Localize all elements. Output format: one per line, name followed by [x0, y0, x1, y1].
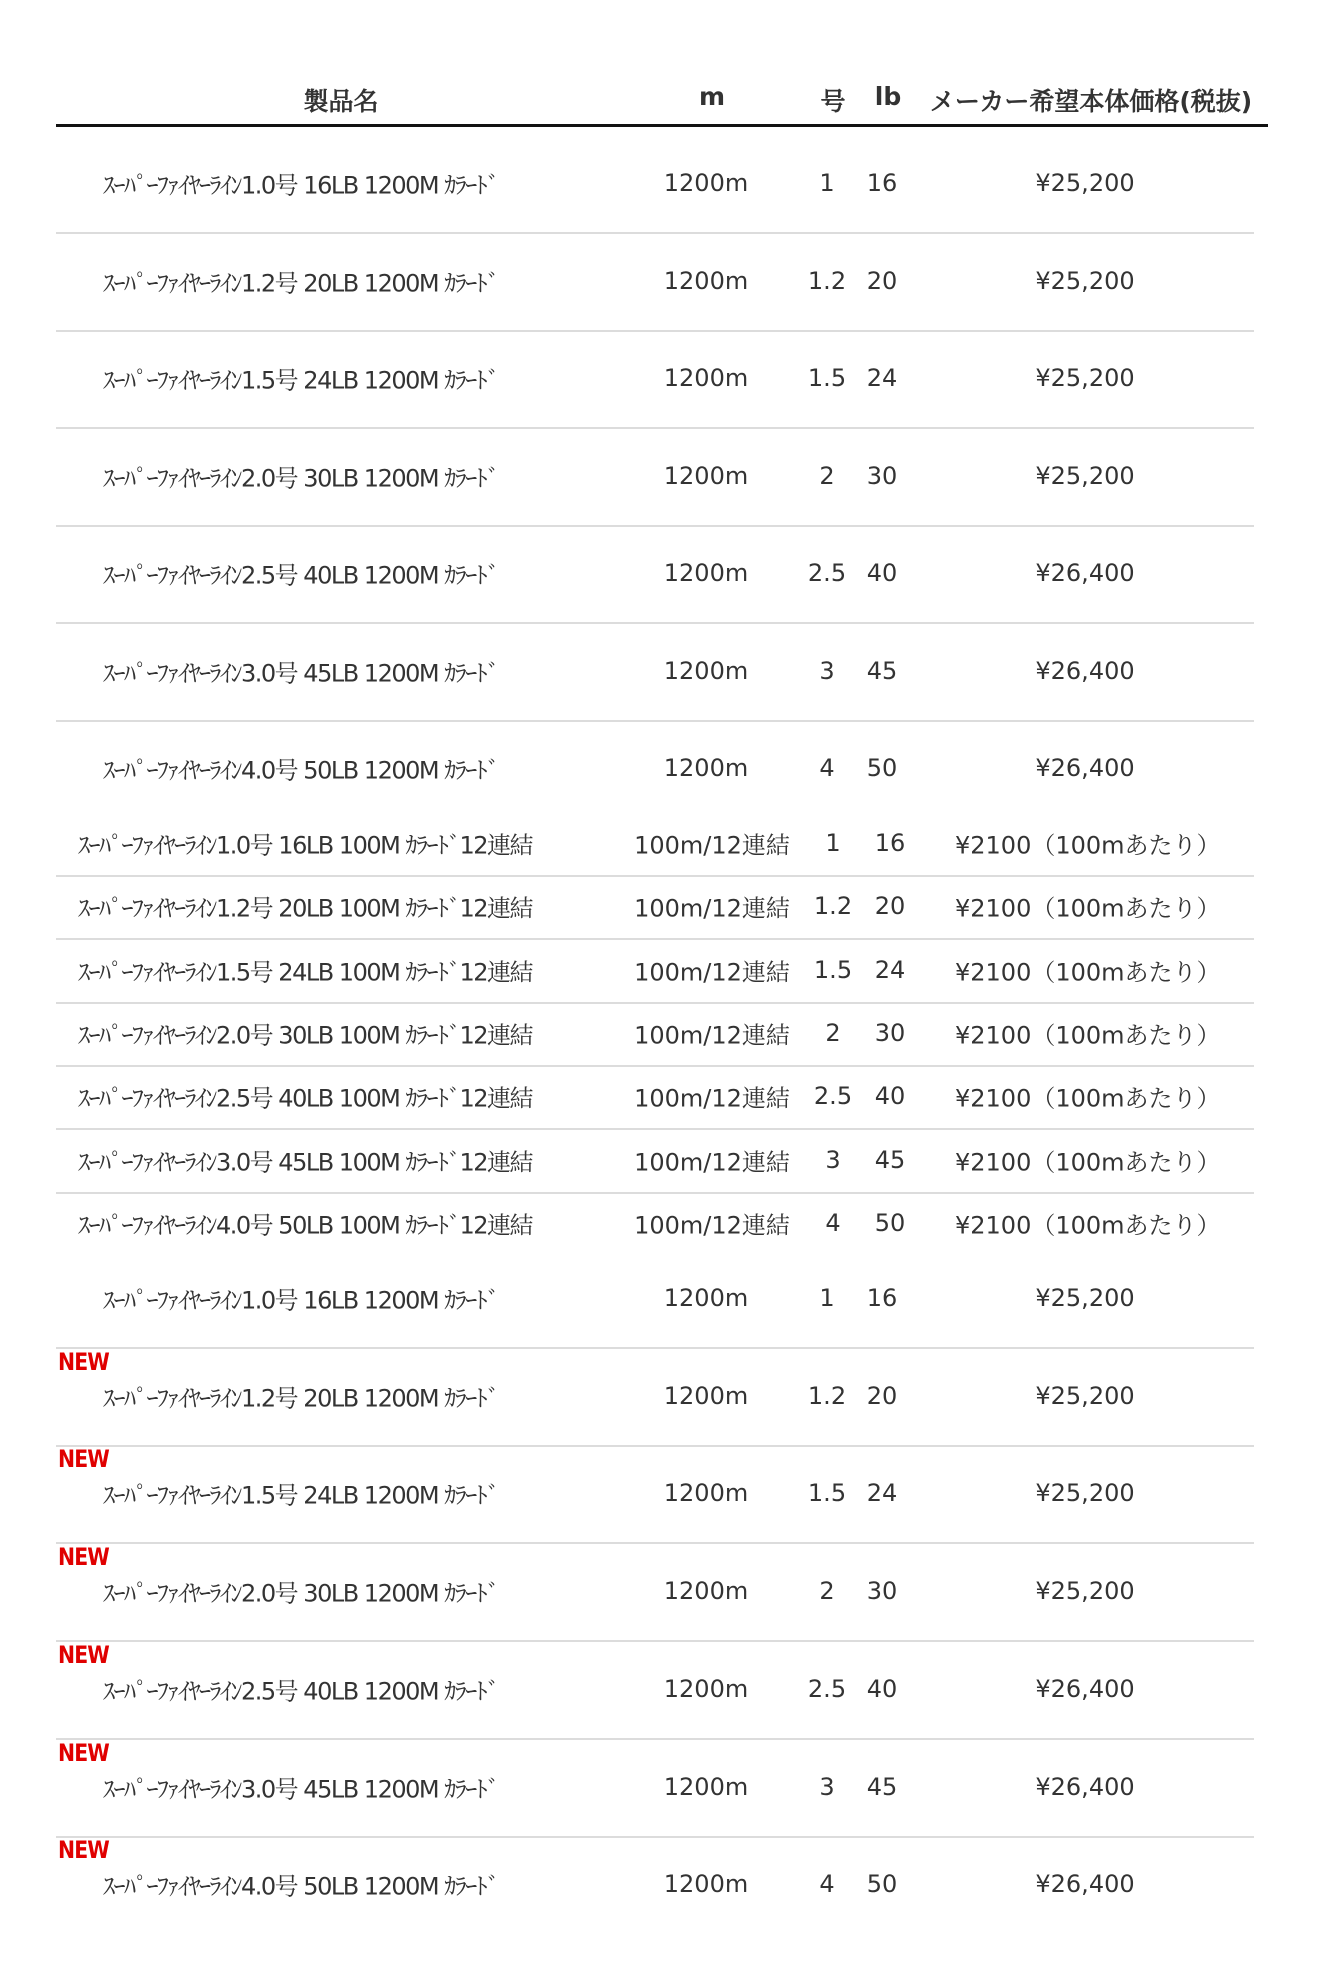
row-divider	[56, 1065, 1254, 1067]
product-name: ｽｰﾊﾟｰﾌｧｲﾔｰﾗｲﾝ1.5号 24LB 100M ｶﾗｰﾄﾞ12連結	[78, 958, 532, 987]
row-divider	[56, 427, 1254, 429]
gou-cell: 1.2	[813, 892, 853, 921]
new-badge: NEW	[58, 1543, 109, 1572]
row-divider	[56, 330, 1254, 332]
product-name: ｽｰﾊﾟｰﾌｧｲﾔｰﾗｲﾝ4.0号 50LB 1200M ｶﾗｰﾄﾞ	[103, 756, 499, 785]
lb-cell: 20	[866, 266, 898, 295]
product-name: ｽｰﾊﾟｰﾌｧｲﾔｰﾗｲﾝ1.2号 20LB 1200M ｶﾗｰﾄﾞ	[103, 1384, 499, 1413]
gou-cell: 4	[819, 754, 835, 782]
product-name: ｽｰﾊﾟｰﾌｧｲﾔｰﾗｲﾝ1.2号 20LB 100M ｶﾗｰﾄﾞ12連結	[78, 894, 532, 923]
length-cell: 100m/12連結	[634, 894, 790, 923]
row-divider	[56, 1128, 1254, 1130]
lb-cell: 40	[874, 1082, 906, 1111]
new-badge: NEW	[58, 1445, 109, 1474]
length-cell: 100m/12連結	[634, 1084, 790, 1113]
length-cell: 1200m	[663, 169, 749, 197]
price-cell: ¥2100（100mあたり）	[955, 1084, 1221, 1113]
price-cell: ¥25,200	[1035, 461, 1135, 490]
gou-cell: 2.5	[807, 1674, 847, 1703]
price-cell: ¥2100（100mあたり）	[955, 1021, 1221, 1050]
gou-cell: 1.5	[813, 955, 853, 984]
price-cell: ¥25,200	[1035, 169, 1135, 197]
product-name: ｽｰﾊﾟｰﾌｧｲﾔｰﾗｲﾝ2.5号 40LB 1200M ｶﾗｰﾄﾞ	[103, 1677, 499, 1706]
length-cell: 1200m	[663, 754, 749, 782]
length-cell: 1200m	[663, 1674, 749, 1703]
lb-cell: 20	[874, 892, 906, 921]
length-cell: 1200m	[663, 1870, 749, 1899]
row-divider	[56, 1542, 1254, 1544]
lb-cell: 30	[866, 461, 898, 490]
price-cell: ¥2100（100mあたり）	[955, 1148, 1221, 1176]
header-lb: lb	[874, 82, 902, 111]
lb-cell: 30	[866, 1577, 898, 1606]
gou-cell: 1.5	[807, 364, 847, 392]
product-name: ｽｰﾊﾟｰﾌｧｲﾔｰﾗｲﾝ1.2号 20LB 1200M ｶﾗｰﾄﾞ	[103, 269, 499, 297]
product-name: ｽｰﾊﾟｰﾌｧｲﾔｰﾗｲﾝ2.0号 30LB 1200M ｶﾗｰﾄﾞ	[103, 464, 499, 492]
product-name: ｽｰﾊﾟｰﾌｧｲﾔｰﾗｲﾝ3.0号 45LB 1200M ｶﾗｰﾄﾞ	[103, 1775, 499, 1803]
length-cell: 100m/12連結	[634, 1148, 790, 1176]
row-divider	[56, 1445, 1254, 1447]
gou-cell: 1	[819, 1284, 835, 1312]
product-name: ｽｰﾊﾟｰﾌｧｲﾔｰﾗｲﾝ4.0号 50LB 1200M ｶﾗｰﾄﾞ	[103, 1872, 499, 1901]
lb-cell: 24	[866, 1479, 898, 1508]
length-cell: 1200m	[663, 1381, 749, 1410]
price-cell: ¥25,200	[1035, 364, 1135, 392]
price-cell: ¥2100（100mあたり）	[955, 894, 1221, 923]
product-name: ｽｰﾊﾟｰﾌｧｲﾔｰﾗｲﾝ1.5号 24LB 1200M ｶﾗｰﾄﾞ	[103, 1481, 499, 1510]
gou-cell: 2	[819, 1577, 835, 1606]
lb-cell: 45	[874, 1145, 906, 1174]
gou-cell: 2.5	[813, 1082, 853, 1111]
new-badge: NEW	[58, 1738, 109, 1767]
lb-cell: 45	[866, 656, 898, 685]
length-cell: 1200m	[663, 266, 749, 295]
length-cell: 1200m	[663, 656, 749, 685]
new-badge: NEW	[58, 1640, 109, 1669]
price-cell: ¥26,400	[1035, 1674, 1135, 1703]
lb-cell: 50	[874, 1208, 906, 1237]
price-cell: ¥25,200	[1035, 1479, 1135, 1508]
lb-cell: 40	[866, 559, 898, 587]
lb-cell: 45	[866, 1772, 898, 1801]
lb-cell: 40	[866, 1674, 898, 1703]
product-name: ｽｰﾊﾟｰﾌｧｲﾔｰﾗｲﾝ2.0号 30LB 1200M ｶﾗｰﾄﾞ	[103, 1579, 499, 1608]
gou-cell: 1.5	[807, 1479, 847, 1508]
lb-cell: 24	[866, 364, 898, 392]
row-divider	[56, 938, 1254, 940]
row-divider	[56, 622, 1254, 624]
lb-cell: 16	[874, 829, 906, 857]
gou-cell: 3	[825, 1145, 841, 1174]
product-name: ｽｰﾊﾟｰﾌｧｲﾔｰﾗｲﾝ1.0号 16LB 1200M ｶﾗｰﾄﾞ	[103, 1286, 499, 1315]
price-cell: ¥25,200	[1035, 266, 1135, 295]
product-name: ｽｰﾊﾟｰﾌｧｲﾔｰﾗｲﾝ1.5号 24LB 1200M ｶﾗｰﾄﾞ	[103, 366, 499, 395]
gou-cell: 2	[825, 1018, 841, 1047]
row-divider	[56, 232, 1254, 234]
row-divider	[56, 1002, 1254, 1004]
product-name: ｽｰﾊﾟｰﾌｧｲﾔｰﾗｲﾝ2.5号 40LB 100M ｶﾗｰﾄﾞ12連結	[78, 1084, 532, 1113]
product-name: ｽｰﾊﾟｰﾌｧｲﾔｰﾗｲﾝ1.0号 16LB 1200M ｶﾗｰﾄﾞ	[103, 171, 499, 200]
price-cell: ¥25,200	[1035, 1284, 1135, 1312]
header-product-name: 製品名	[303, 87, 379, 116]
price-cell: ¥25,200	[1035, 1381, 1135, 1410]
gou-cell: 2	[819, 461, 835, 490]
row-divider	[56, 1738, 1254, 1740]
product-name: ｽｰﾊﾟｰﾌｧｲﾔｰﾗｲﾝ2.0号 30LB 100M ｶﾗｰﾄﾞ12連結	[78, 1021, 532, 1050]
length-cell: 1200m	[663, 559, 749, 587]
row-divider	[56, 1347, 1254, 1349]
row-divider	[56, 1836, 1254, 1838]
price-cell: ¥26,400	[1035, 1870, 1135, 1899]
product-name: ｽｰﾊﾟｰﾌｧｲﾔｰﾗｲﾝ1.0号 16LB 100M ｶﾗｰﾄﾞ12連結	[78, 831, 532, 860]
lb-cell: 16	[866, 1284, 898, 1312]
gou-cell: 4	[819, 1870, 835, 1899]
length-cell: 1200m	[663, 1284, 749, 1312]
header-length: m	[698, 82, 726, 111]
row-divider	[56, 1640, 1254, 1642]
gou-cell: 2.5	[807, 559, 847, 587]
lb-cell: 30	[874, 1018, 906, 1047]
lb-cell: 50	[866, 754, 898, 782]
header-gou: 号	[820, 87, 846, 116]
length-cell: 1200m	[663, 1479, 749, 1508]
price-cell: ¥2100（100mあたり）	[955, 958, 1221, 987]
price-cell: ¥26,400	[1035, 656, 1135, 685]
product-name: ｽｰﾊﾟｰﾌｧｲﾔｰﾗｲﾝ4.0号 50LB 100M ｶﾗｰﾄﾞ12連結	[78, 1211, 532, 1240]
gou-cell: 1.2	[807, 266, 847, 295]
gou-cell: 4	[825, 1208, 841, 1237]
product-name: ｽｰﾊﾟｰﾌｧｲﾔｰﾗｲﾝ2.5号 40LB 1200M ｶﾗｰﾄﾞ	[103, 561, 499, 590]
gou-cell: 1	[825, 829, 841, 857]
price-cell: ¥25,200	[1035, 1577, 1135, 1606]
row-divider	[56, 720, 1254, 722]
length-cell: 1200m	[663, 1772, 749, 1801]
length-cell: 1200m	[663, 461, 749, 490]
header-divider	[56, 124, 1268, 127]
length-cell: 100m/12連結	[634, 1021, 790, 1050]
lb-cell: 24	[874, 955, 906, 984]
lb-cell: 16	[866, 169, 898, 197]
lb-cell: 20	[866, 1381, 898, 1410]
gou-cell: 3	[819, 656, 835, 685]
product-name: ｽｰﾊﾟｰﾌｧｲﾔｰﾗｲﾝ3.0号 45LB 1200M ｶﾗｰﾄﾞ	[103, 659, 499, 687]
header-price: メーカー希望本体価格(税抜)	[929, 87, 1253, 116]
row-divider	[56, 875, 1254, 877]
row-divider	[56, 1192, 1254, 1194]
length-cell: 1200m	[663, 1577, 749, 1606]
product-name: ｽｰﾊﾟｰﾌｧｲﾔｰﾗｲﾝ3.0号 45LB 100M ｶﾗｰﾄﾞ12連結	[78, 1148, 532, 1176]
price-cell: ¥26,400	[1035, 754, 1135, 782]
price-cell: ¥26,400	[1035, 1772, 1135, 1801]
gou-cell: 1.2	[807, 1381, 847, 1410]
gou-cell: 1	[819, 169, 835, 197]
length-cell: 1200m	[663, 364, 749, 392]
row-divider	[56, 525, 1254, 527]
price-cell: ¥2100（100mあたり）	[955, 1211, 1221, 1240]
price-cell: ¥2100（100mあたり）	[955, 831, 1221, 860]
new-badge: NEW	[58, 1347, 109, 1376]
lb-cell: 50	[866, 1870, 898, 1899]
price-cell: ¥26,400	[1035, 559, 1135, 587]
length-cell: 100m/12連結	[634, 958, 790, 987]
length-cell: 100m/12連結	[634, 1211, 790, 1240]
new-badge: NEW	[58, 1836, 109, 1865]
length-cell: 100m/12連結	[634, 831, 790, 860]
gou-cell: 3	[819, 1772, 835, 1801]
